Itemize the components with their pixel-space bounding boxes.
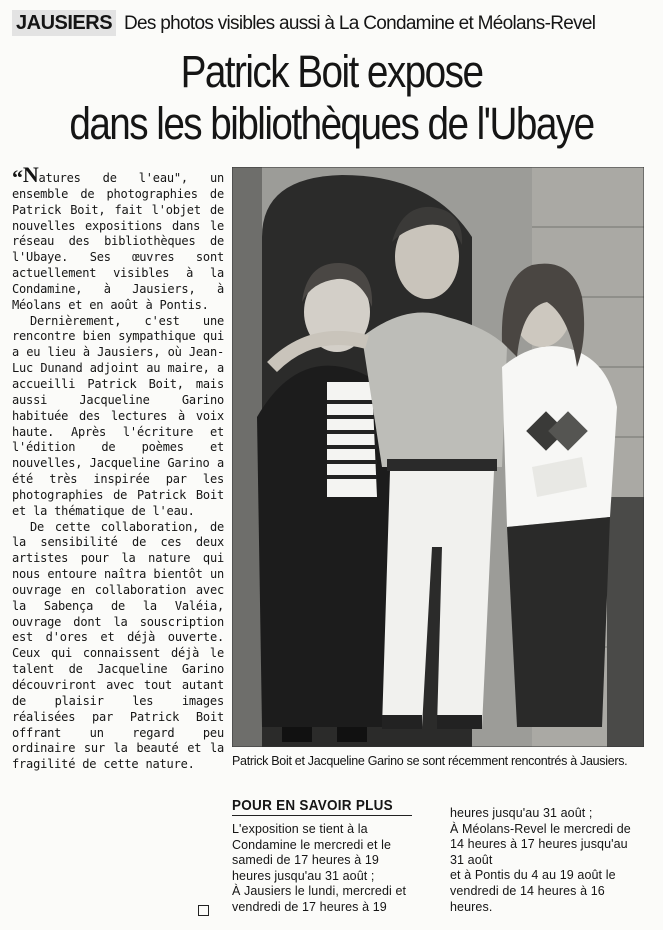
- photo-illustration: [232, 167, 644, 747]
- info-box-title: POUR EN SAVOIR PLUS: [232, 797, 412, 816]
- drop-cap: N: [22, 162, 39, 187]
- photo-caption: Patrick Boit et Jacqueline Garino se sont récemment rencontrés à Jausiers.: [232, 754, 628, 768]
- info-line: vendredi de 17 heures à 19: [232, 899, 387, 914]
- opening-quote-mark: “: [12, 165, 23, 190]
- end-of-article-mark: [198, 905, 209, 916]
- kicker-subtitle: Des photos visibles aussi à La Condamine et Méolans-Revel: [124, 13, 596, 34]
- info-line: À Méolans-Revel le mercredi de: [450, 821, 631, 836]
- info-line: À Jausiers le lundi, mercredi et: [232, 884, 407, 899]
- info-column-2: [450, 806, 656, 915]
- kicker-line: [12, 10, 657, 36]
- info-line: heures jusqu'au 31 août ;: [232, 868, 375, 883]
- info-line: 14 heures à 17 heures jusqu'au: [450, 837, 628, 852]
- info-line: vendredi de 14 heures à 16: [450, 883, 605, 898]
- info-column-1: [232, 822, 444, 916]
- location-tag: JAUSIERS: [12, 10, 116, 36]
- article-paragraph-2: Dernièrement, c'est une rencontre bien sympathique qui a eu lieu à Jausiers, où Jean-Luc Dunand adjoint au maire, a accueilli Patrick Boit, mais aussi Jacqueline Garino habituée des lectures à voix haute. Après l'écriture et l'édition de poèmes et nouvelles, Jacqueline Garino a été très inspirée par les photographies de Patrick Boit et la thématique de l'eau.: [12, 313, 224, 518]
- info-line: 31 août: [450, 852, 493, 867]
- info-line: L'exposition se tient à la: [232, 822, 368, 836]
- headline-line-2: dans les bibliothèques de l'Ubaye: [69, 98, 594, 149]
- info-line: Condamine le mercredi et le: [232, 837, 392, 852]
- article-paragraph-1: [12, 162, 224, 314]
- info-line: et à Pontis du 4 au 19 août le: [450, 868, 616, 883]
- headline: [46, 46, 616, 150]
- article-paragraph-1-text: atures de l'eau", un ensemble de photographies de Patrick Boit, fait l'objet de nouvelles expositions dans le réseau des bibliothèques de l'Ubaye. Ses œuvres sont actuellement visibles à la Condamine, à Jausiers, à Méolans et en août à Pontis.: [12, 171, 224, 312]
- headline-line-1: Patrick Boit expose: [180, 46, 483, 97]
- info-line: heures.: [450, 899, 493, 914]
- info-line: samedi de 17 heures à 19: [232, 853, 379, 868]
- info-line: heures jusqu'au 31 août ;: [450, 806, 593, 820]
- article-body: [12, 162, 224, 773]
- photo: [232, 167, 644, 747]
- article-paragraph-3: De cette collaboration, de la sensibilité de ces deux artistes pour la nature qui nous entoure naîtra bientôt un ouvrage en collaboration avec la Sabença de la Valéia, ouvrage dont la souscription est d'ores et déjà ouverte. Ceux qui connaissent déjà le talent de Jacqueline Garino découvriront avec tout autant de plaisir les images réalisées par Patrick Boit offrant un regard peu ordinaire sur la beauté et la fragilité de cette nature.: [12, 519, 224, 772]
